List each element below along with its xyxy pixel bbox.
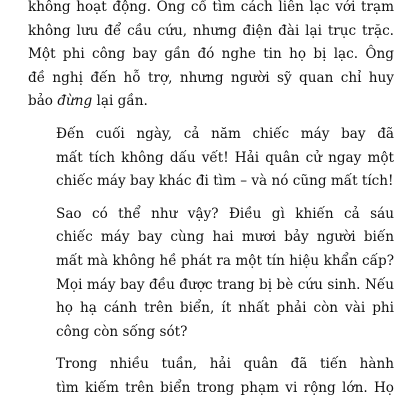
paragraph-3 <box>28 203 394 345</box>
paragraph-1 <box>28 0 394 114</box>
text-line: Mọi máy bay đều được trang bị bè cứu sinh. Nếu <box>56 276 394 293</box>
text-line: không lưu để cầu cứu, nhưng điện đài lại trục trặc. <box>28 22 394 39</box>
text-line: mất tích không dấu vết! Hải quân cử ngay một <box>56 149 394 166</box>
text-line: Sao có thể như vậy? Điều gì khiến cả sáu <box>56 205 394 222</box>
text-line: không hoạt động. Ông cố tìm cách liên lạc với trạm <box>28 0 394 15</box>
text-segment: lại gần. <box>92 93 148 110</box>
text-line: Một phi công bay gần đó nghe tin họ bị lạc. Ông <box>28 46 394 63</box>
text-line: chiếc máy bay khác đi tìm – và nó cũng mất tích! <box>56 173 394 190</box>
text-line: Đến cuối ngày, cả năm chiếc máy bay đã <box>56 125 394 142</box>
text-line: tìm kiếm trên biển trong phạm vi rộng lớn. Họ <box>56 379 394 396</box>
text-line: Trong nhiều tuần, hải quân đã tiến hành <box>56 356 394 373</box>
paragraph-4 <box>28 353 394 400</box>
body-text <box>28 0 394 400</box>
emphasized-word: đừng <box>57 93 93 110</box>
text-line: mất mà không hề phát ra một tín hiệu khẩn cấp? <box>56 252 394 269</box>
text-segment: bảo <box>28 93 58 110</box>
text-line: đề nghị đến hỗ trợ, nhưng người sỹ quan chỉ huy <box>28 69 394 86</box>
paragraph-2 <box>28 123 394 194</box>
text-line: chiếc máy bay cùng hai mươi bảy người biến <box>56 229 394 246</box>
text-line <box>28 90 394 114</box>
text-line: họ hạ cánh trên biển, ít nhất phải còn vài phi <box>56 300 394 317</box>
text-line: công còn sống sót? <box>56 323 188 340</box>
